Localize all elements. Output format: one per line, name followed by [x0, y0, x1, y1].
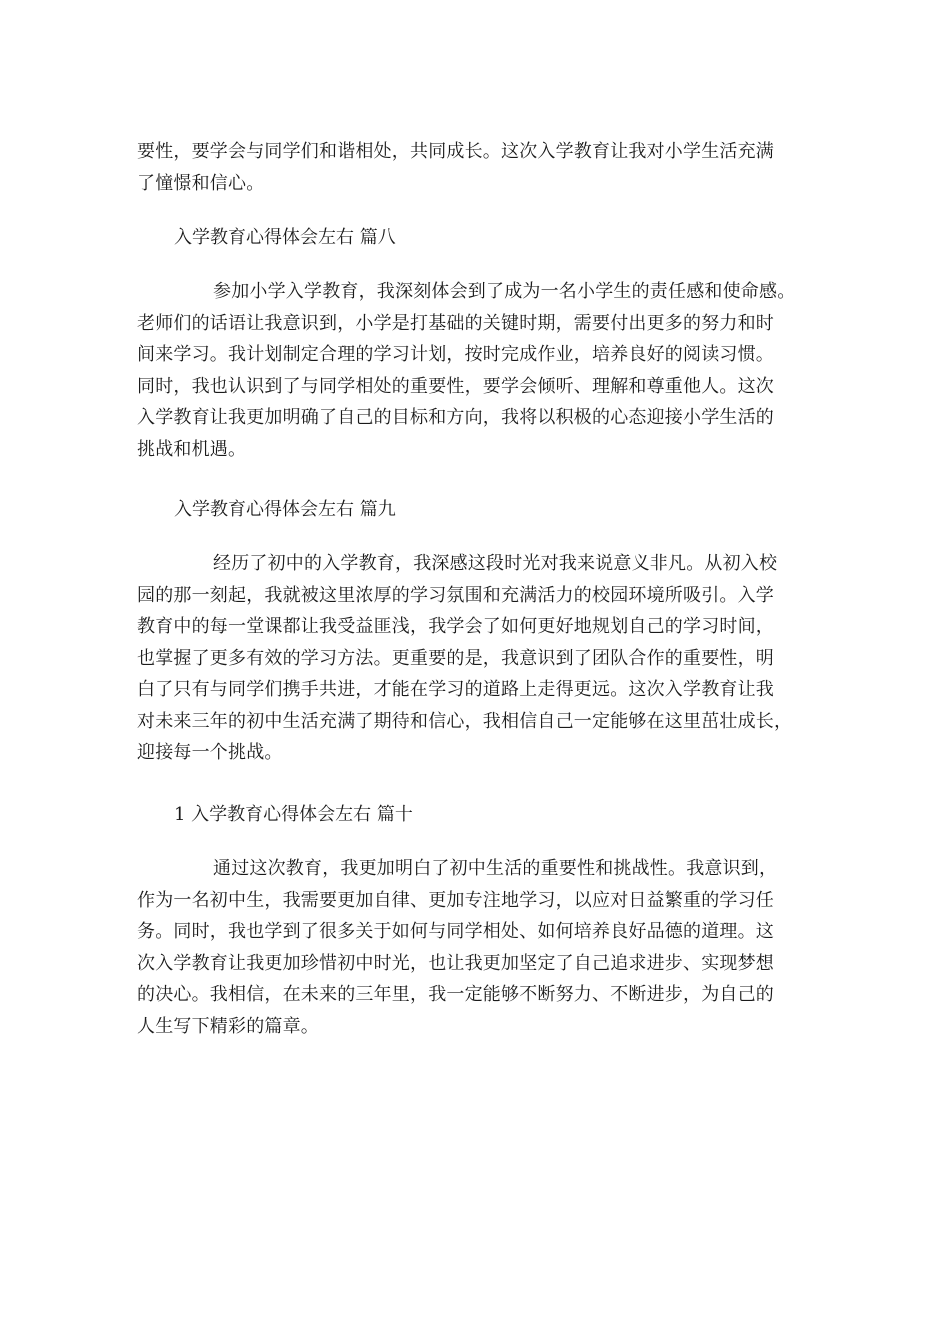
- paragraph-line: 对未来三年的初中生活充满了期待和信心，我相信自己一定能够在这里茁壮成长，: [137, 710, 793, 732]
- paragraph-line: 要性，要学会与同学们和谐相处，共同成长。这次入学教育让我对小学生活充满: [137, 141, 774, 162]
- paragraph-line: 次入学教育让我更加珍惜初中时光，也让我更加坚定了自己追求进步、实现梦想: [137, 952, 774, 974]
- paragraph-line: 挑战和机遇。: [137, 438, 247, 460]
- paragraph-line: 人生写下精彩的篇章。: [137, 1015, 319, 1037]
- paragraph-line: 通过这次教育，我更加明白了初中生活的重要性和挑战性。我意识到，: [213, 858, 778, 879]
- paragraph-line: 入学教育让我更加明确了自己的目标和方向，我将以积极的心态迎接小学生活的: [137, 407, 774, 428]
- paragraph-line: 参加小学入学教育，我深刻体会到了成为一名小学生的责任感和使命感。: [213, 281, 796, 302]
- paragraph-line: 教育中的每一堂课都让我受益匪浅，我学会了如何更好地规划自己的学习时间，: [137, 616, 774, 637]
- paragraph-intro-continuation: [137, 136, 817, 199]
- paragraph-line: 迎接每一个挑战。: [137, 742, 283, 763]
- paragraph-part-8: [137, 276, 817, 465]
- paragraph-line: 务。同时，我也学到了很多关于如何与同学相处、如何培养良好品德的道理。这: [137, 921, 774, 942]
- section-heading-part-9: 入学教育心得体会左右 篇九: [174, 499, 396, 520]
- section-heading-part-8: 入学教育心得体会左右 篇八: [174, 227, 396, 248]
- paragraph-line: 园的那一刻起，我就被这里浓厚的学习氛围和充满活力的校园环境所吸引。入学: [137, 584, 774, 606]
- paragraph-line: 经历了初中的入学教育，我深感这段时光对我来说意义非凡。从初入校: [213, 553, 778, 574]
- paragraph-part-9: [137, 548, 817, 769]
- paragraph-line: 的决心。我相信，在未来的三年里，我一定能够不断努力、不断进步，为自己的: [137, 984, 774, 1005]
- paragraph-line: 作为一名初中生，我需要更加自律、更加专注地学习，以应对日益繁重的学习任: [137, 889, 774, 911]
- paragraph-line: 老师们的话语让我意识到，小学是打基础的关键时期，需要付出更多的努力和时: [137, 312, 774, 334]
- paragraph-line: 同时，我也认识到了与同学相处的重要性，要学会倾听、理解和尊重他人。这次: [137, 375, 774, 397]
- section-heading-part-10: 1 入学教育心得体会左右 篇十: [174, 804, 413, 825]
- paragraph-line: 也掌握了更多有效的学习方法。更重要的是，我意识到了团队合作的重要性，明: [137, 647, 774, 669]
- paragraph-line: 了憧憬和信心。: [137, 172, 265, 194]
- paragraph-part-10: [137, 853, 817, 1042]
- paragraph-line: 间来学习。我计划制定合理的学习计划，按时完成作业，培养良好的阅读习惯。: [137, 344, 774, 365]
- paragraph-line: 白了只有与同学们携手共进，才能在学习的道路上走得更远。这次入学教育让我: [137, 679, 774, 700]
